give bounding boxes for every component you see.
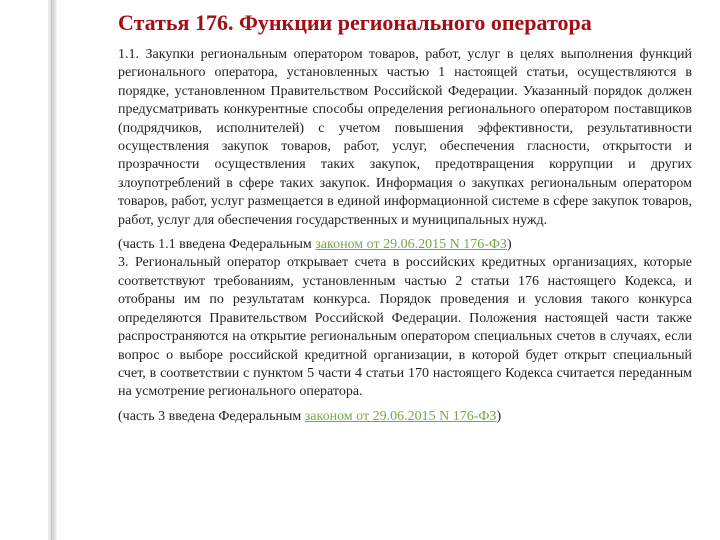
- amendment-note-suffix: ): [496, 408, 502, 424]
- amendment-note-suffix: ): [506, 237, 512, 253]
- article-body: [118, 46, 692, 426]
- amendment-note-3: [118, 408, 692, 426]
- amendment-note-prefix: (часть 1.1 введена Федеральным: [118, 237, 316, 253]
- page-title: Статья 176. Функции регионального оператора: [118, 10, 592, 35]
- law-link[interactable]: законом от 29.06.2015 N 176-ФЗ: [315, 237, 507, 253]
- paragraph-1-1: 1.1. Закупки региональным оператором товаров, работ, услуг в целях выполнения функций регионального оператора, установленных частью 1 настоящей статьи, осуществляются в порядке, установленном Правительством Российской Федерации. Указанный порядок должен предусматривать конкурентные способы определения регионального оператором поставщиков (подрядчиков, исполнителей) с учетом повышения эффективности, результативности осуществления закупок товаров, работ, услуг, обеспечения гласности, открытости и прозрачности осуществления таких закупок, предотвращения коррупции и других злоупотреблений в сфере таких закупок. Информация о закупках региональным оператором товаров, работ, услуг размещается в единой информационной системе в сфере закупок товаров, работ, услуг для обеспечения государственных и муниципальных нужд.: [118, 47, 692, 228]
- amendment-note-prefix: (часть 3 введена Федеральным: [118, 408, 305, 424]
- left-margin-rule: [48, 0, 57, 540]
- law-link[interactable]: законом от 29.06.2015 N 176-ФЗ: [304, 408, 497, 424]
- amendment-note-1-1: [118, 236, 692, 254]
- paragraph-3: 3. Региональный оператор открывает счета в российских кредитных организациях, которые соответствуют требованиям, установленным частью 2 статьи 176 настоящего Кодекса, и отобраны им по результатам конкурса. Порядок проведения и условия такого конкурса определяются Правительством Российской Федерации. Положения настоящей части также распространяются на открытие региональным оператором специальных счетов в случаях, если вопрос о выборе российской кредитной организации, в которой будет открыт специальный счет, в соответствии с пунктом 5 части 4 статьи 170 настоящего Кодекса считается переданным на усмотрение регионального оператора.: [118, 255, 692, 400]
